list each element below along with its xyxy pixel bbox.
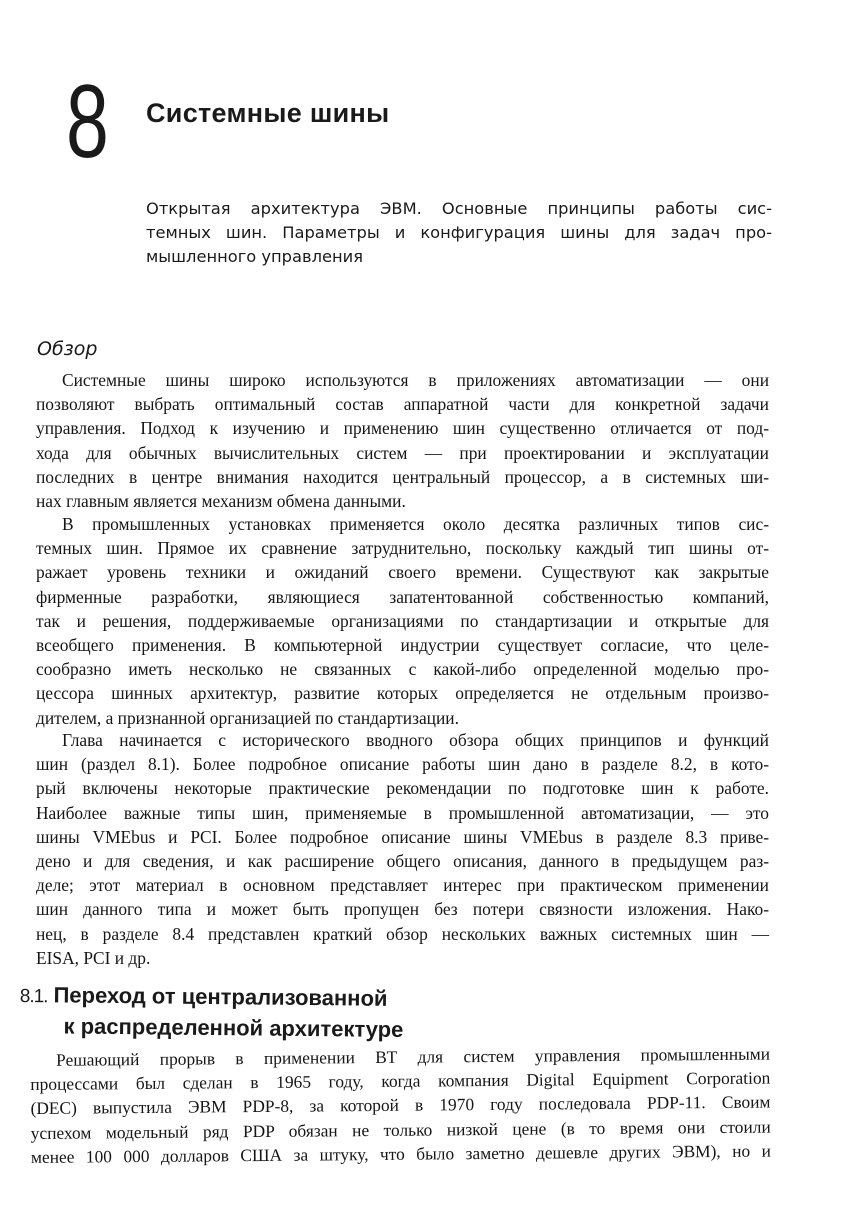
text-line: последних в центре внимания находится центральный процессор, а в системных ши- — [36, 466, 769, 487]
text-line: ражает уровень техники и ожиданий своего времени. Существуют как закрытые — [36, 562, 769, 583]
text-line: нах главным является механизм обмена данными. — [36, 491, 406, 512]
text-line: деле; этот материал в основном представляет интерес при практическом применении — [36, 875, 769, 896]
text-line: хода для обычных вычислительных систем — при проектировании и эксплуатации — [36, 442, 769, 463]
text-line: успехом модельный ряд PDP обязан не только низкой цене (в то время они стоили — [30, 1116, 771, 1143]
text-line: шины VMEbus и PCI. Более подробное описание шины VMEbus в разделе 8.3 приве- — [36, 826, 769, 847]
subtitle-line: мышленного управления — [146, 247, 364, 266]
chapter-title: Системные шины — [146, 98, 390, 128]
overview-paragraph-2 — [36, 512, 769, 730]
section-heading — [19, 980, 403, 1044]
text-line: фирменные разработки, являющиеся запатентованной собственностью компаний, — [36, 586, 769, 607]
text-line: Глава начинается с исторического вводного обзора общих принципов и функций — [62, 730, 769, 750]
text-line: темных шин. Прямое их сравнение затруднительно, поскольку каждый тип шины от- — [36, 538, 769, 559]
text-line: процессами был сделан в 1965 году, когда компания Digital Equipment Corporation — [30, 1067, 771, 1095]
text-line: Системные шины широко используются в приложениях автоматизации — они — [62, 370, 769, 390]
section-number: 8.1. — [19, 985, 48, 1008]
subtitle-line: темных шин. Параметры и конфигурация шины для задач про- — [146, 223, 772, 242]
text-line: В промышленных установках применяется около десятка различных типов сис- — [62, 514, 769, 534]
overview-paragraph-1 — [36, 368, 769, 513]
text-line: (DEC) выпустила ЭВМ PDP-8, за которой в 1970 году последовала PDP-11. Своим — [30, 1091, 771, 1119]
subtitle-line: Открытая архитектура ЭВМ. Основные принципы работы сис- — [146, 199, 772, 218]
text-line: Наиболее важные типы шин, применяемые в промышленной автоматизации, — это — [36, 802, 769, 823]
text-line: дено и для сведения, и как расширение общего описания, данного в предыдущем раз- — [36, 851, 769, 872]
section-title-line-2: к распределенной архитектуре — [63, 1013, 404, 1043]
section-title-line-1: Переход от централизованной — [53, 982, 388, 1011]
text-line: шин (раздел 8.1). Более подробное описание работы шин дано в разделе 8.2, в кото- — [36, 754, 769, 775]
text-line: управления. Подход к изучению и применению шин существенно отличается от под- — [36, 418, 769, 439]
text-line: рый включены некоторые практические рекомендации по подготовке шин к работе. — [36, 778, 769, 799]
text-line: так и решения, поддерживаемые организациями по стандартизации и открытые для — [36, 610, 769, 631]
text-line: дителем, а признанной организацией по стандартизации. — [36, 707, 459, 728]
text-line: цессора шинных архитектур, развитие которых определяется не отдельным произво- — [36, 683, 769, 704]
text-line: EISA, PCI и др. — [36, 947, 151, 968]
text-line: всеобщего применения. В компьютерной индустрии существует согласие, что целе- — [36, 635, 769, 656]
text-line: шин данного типа и может быть пропущен без потери связности изложения. Нако- — [36, 899, 769, 920]
text-line: менее 100 000 долларов США за штуку, что было заметно дешевле других ЭВМ), но и — [30, 1140, 772, 1167]
section-paragraph — [30, 1042, 771, 1169]
overview-heading: Обзор — [37, 338, 98, 360]
text-line: нец, в разделе 8.4 представлен краткий обзор нескольких важных системных шин — — [36, 923, 769, 944]
chapter-subtitle — [146, 197, 772, 269]
overview-paragraph-3 — [36, 728, 769, 970]
text-line: сообразно иметь несколько не связанных с какой-либо определенной моделью про- — [36, 659, 769, 680]
chapter-number: 8 — [66, 64, 109, 180]
text-line: позволяют выбрать оптимальный состав аппаратной части для конкретной задачи — [36, 394, 769, 415]
text-line: Решающий прорыв в применении ВТ для систем управления промышленными — [56, 1043, 771, 1070]
